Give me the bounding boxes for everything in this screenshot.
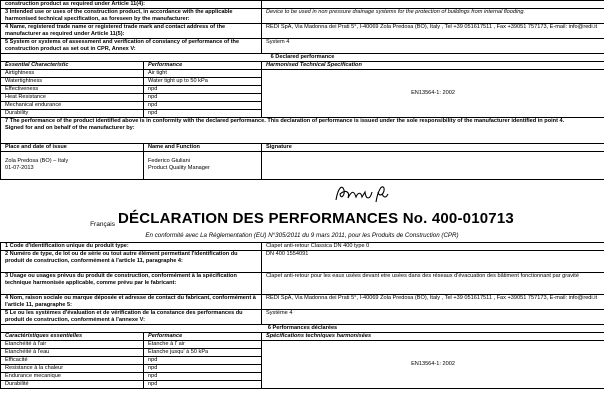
performance-cell: Etanche jusqu' à 50 kPa [144,349,262,357]
performance-cell: Water tight up to 50 kPa [144,78,262,86]
characteristic-cell: Endurance mecanique [1,373,144,381]
place-date-label: Place and date of issue [1,144,144,152]
name-function-cell [144,152,262,180]
performance-cell: Air tight [144,70,262,78]
characteristic-cell: Resistance à la chaleur [1,365,144,373]
characteristic-cell: Etanchéité à l'air [1,341,144,349]
place-date-cell [1,152,144,180]
col-harmonised-spec-fr: Spécifications techniques harmonisées [262,333,604,341]
manufacturer-label-fr: 4 Nom, raison sociale ou marque déposée et adresse de contact du fabricant, conformément à l'article 11, paragraphe 5: [1,295,262,310]
characteristic-cell: Watertightness [1,78,144,86]
characteristic-cell: Durability [1,110,144,118]
performance-cell: npd [144,373,262,381]
performance-cell: npd [144,365,262,373]
conformity-statement [1,118,604,144]
row-article-11-4: construction product as required under Article 11(4): [1,1,262,9]
col-essential-characteristic: Essential Characteristic [1,62,144,70]
conformity-text: 7 The performance of the product identified above is in conformity with the declared performance. This declaration of performance is issued under the sole responsibility of the manufacturer identified in point 4. [5,118,565,124]
name-value: Federico Giuliani [148,158,190,164]
signature-cell [262,152,604,180]
avcp-system-value: System 4 [262,39,604,54]
french-header [0,210,604,232]
col-essential-characteristic-fr: Caractéristiques essentielles [1,333,144,341]
characteristic-cell: Heat Resistance [1,94,144,102]
col-performance: Performance [144,62,262,70]
french-declaration-table [0,242,604,389]
performance-cell: npd [144,110,262,118]
characteristic-cell: Airtightness [1,70,144,78]
name-function-label: Name and Function [144,144,262,152]
col-performance-fr: Performance [144,333,262,341]
avcp-system-label: 5 System or systems of assessment and verification of constancy of performance of the construction product as set out in CPR, Annex V: [1,39,262,54]
declared-performance-title-fr: 6 Performances déclarées [1,325,604,333]
intended-use-label: 3 Intended use or uses of the construction product, in accordance with the applicable harmonised technical specification, as foreseen by the manufacturer: [1,9,262,24]
top-declaration-table [0,0,604,180]
usage-value: Clapet anti-retour pour les eaux usées devant etre usées dans des réseaux d'évacuation des bâtiment fonctionnant par gravité [262,273,604,295]
characteristic-cell: Mechanical endurance [1,102,144,110]
performance-cell: npd [144,94,262,102]
characteristic-cell: Effectiveness [1,86,144,94]
type-number-value: DN 400 1554091 [262,251,604,273]
french-doc-subtitle: En conformité avec La Réglementation (EU) N°305/2011 du 9 mars 2011, pour les Produits de Construction (CPR) [145,232,459,239]
signed-on-behalf: Signed for and on behalf of the manufacturer by: [5,125,135,131]
product-code-value: Clapet anti-retour Classica DN 400 type 0 [262,243,604,251]
place-value: Zola Predosa (BO) – Italy [5,158,69,164]
function-value: Product Quality Manager [148,165,210,171]
manufacturer-value: REDI SpA, Via Madonna dei Prati 5°, I-40069 Zola Predosa (BO), Italy , Tel +39 051617511 , Fax +39051 757173, E-mail: info@redi.it [262,24,604,39]
product-code-label: 1 Code d'identification unique du produit type: [1,243,262,251]
performance-cell: npd [144,357,262,365]
avcp-system-label-fr: 5 Le ou les systèmes d'évaluation et de vérification de la constance des performances du produit de construction, conformément à l'annexe V: [1,310,262,325]
declared-performance-title: 6 Declared performance [1,54,604,62]
usage-label: 3 Usage ou usages prévus du produit de construction, conformément à la spécification technique harmonisée applicable, comme prévu par le fabricant: [1,273,262,295]
date-value: 01-07-2013 [5,165,34,171]
signature-label: Signature [262,144,604,152]
harmonised-spec-cell: EN13564-1: 2002 [262,70,604,118]
col-harmonised-spec: Harmonised Technical Specification [262,62,604,70]
characteristic-cell: Durabilité [1,381,144,389]
language-label: Français [90,221,116,228]
avcp-system-value-fr: Système 4 [262,310,604,325]
handwritten-signature [332,180,392,208]
french-doc-title: DÉCLARATION DES PERFORMANCES No. 400-010713 [118,210,514,227]
characteristic-cell: Efficacité [1,357,144,365]
harmonised-spec-cell-fr: EN13564-1: 2002 [262,341,604,389]
performance-cell: npd [144,102,262,110]
manufacturer-label: 4 Name, registered trade name or registered trade mark and contact address of the manufacturer as required under Article 11(5): [1,24,262,39]
performance-cell: npd [144,86,262,94]
type-number-label: 2 Numéro de type, de lot ou de série ou tout autre élément permettant l'identification du produit de construction, conformément à l'article 11, paragraphe 4: [1,251,262,273]
characteristic-cell: Etanchéité à l'eau [1,349,144,357]
manufacturer-value-fr: REDI SpA, Via Madonna dei Prati 5°, I-40069 Zola Predosa (BO), Italy , Tel +39 051617511 , Fax +39051 757173, E-mail: info@redi.it [262,295,604,310]
performance-cell: Etanche à l' air [144,341,262,349]
intended-use-value: Device to be used in non pressure drainage systems for the protection of buildings from internal flooding. [262,9,604,24]
performance-cell: npd [144,381,262,389]
